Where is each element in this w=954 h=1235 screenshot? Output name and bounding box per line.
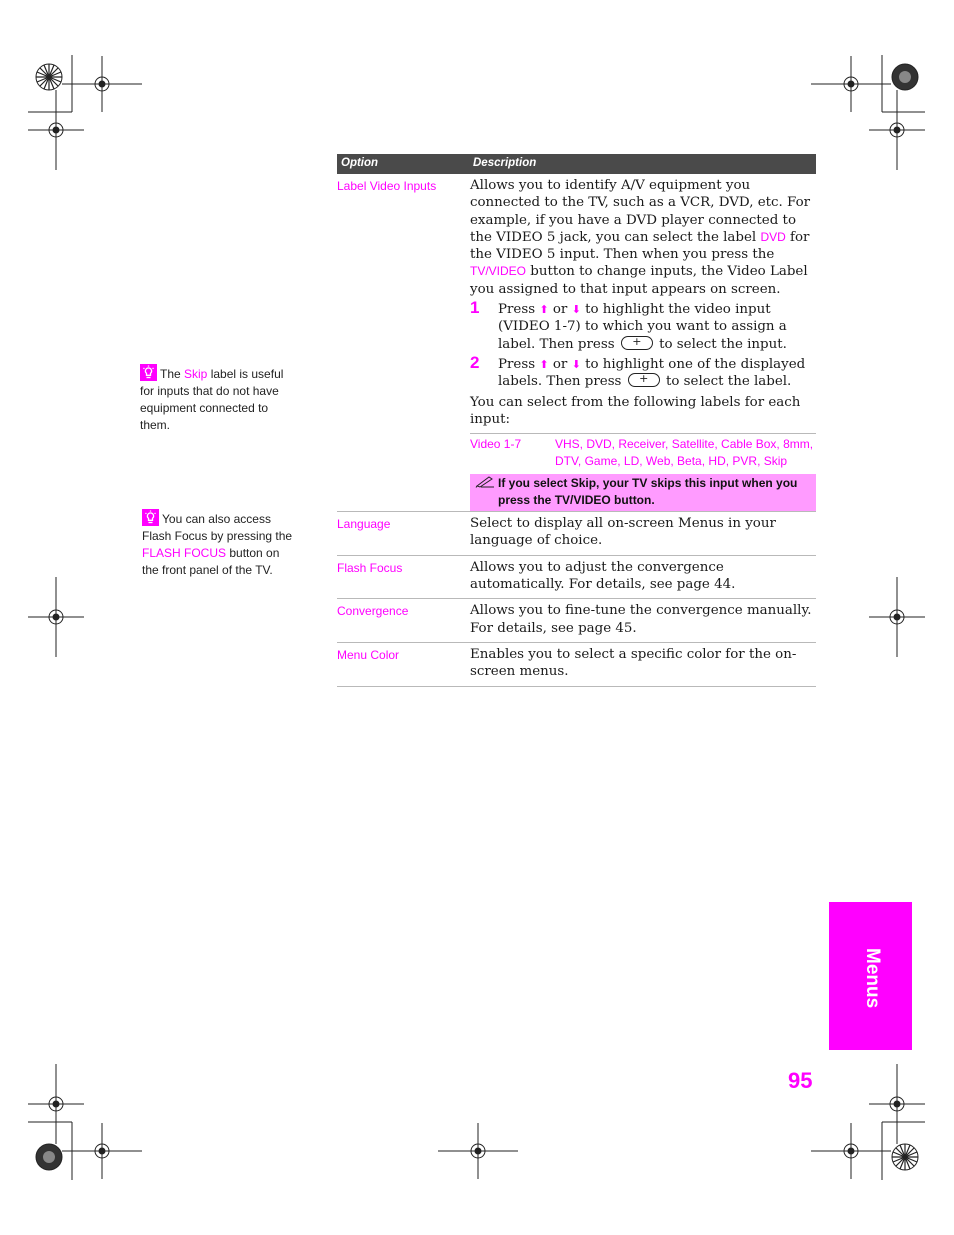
table-row (337, 599, 816, 643)
note-box (470, 474, 816, 511)
crosshair-mark (811, 1111, 891, 1191)
step-1 (470, 298, 816, 353)
description-convergence: Allows you to fine-tune the convergence manually. For details, see page 45. (470, 603, 812, 636)
rosette-mark (890, 1142, 920, 1172)
tip-skip-highlight: Skip (184, 367, 208, 381)
rosette-mark (890, 62, 920, 92)
note-pencil-icon (475, 474, 495, 488)
table-row (337, 643, 816, 687)
tip-flash-focus (142, 509, 297, 579)
tip-flash-text-2: button on the front panel of the TV. (142, 546, 280, 577)
tip-skip-text: The (160, 367, 185, 381)
rosette-mark (34, 62, 64, 92)
description-label-video-inputs (470, 174, 816, 511)
tip-flash-highlight: FLASH FOCUS (142, 546, 227, 560)
col-header-option: Option (341, 157, 379, 169)
crosshair-mark (857, 577, 937, 657)
page-number: 95 (788, 1068, 813, 1093)
step-or: or (552, 356, 568, 372)
tip-flash-text: You can also access Flash Focus by pressing the (142, 512, 293, 543)
up-arrow-icon: ⬆ (539, 357, 549, 371)
select-button-icon (628, 373, 660, 387)
option-language: Language (337, 517, 391, 532)
step-text: to select the label. (665, 374, 792, 390)
step-text: to highlight the video input (VIDEO 1-7) to which you want to assign a label. Then press (498, 302, 787, 352)
dvd-highlight: DVD (760, 229, 786, 244)
option-flash-focus: Flash Focus (337, 560, 403, 575)
option-label-video-inputs: Label Video Inputs (337, 179, 437, 193)
sub-values: VHS, DVD, Receiver, Satellite, Cable Box, 8mm, DTV, Game, LD, Web, Beta, HD, PVR, Skip (555, 437, 814, 469)
note-text: If you select Skip, your TV skips this input when you press the TV/VIDEO button. (498, 476, 798, 508)
down-arrow-icon: ⬇ (571, 303, 581, 317)
col-header-description: Description (473, 157, 537, 169)
sub-label: Video 1-7 (470, 437, 522, 452)
down-arrow-icon: ⬇ (571, 357, 581, 371)
step-2 (470, 352, 816, 391)
step-number: 1 (470, 298, 480, 318)
tip-skip (140, 364, 300, 434)
description-flash-focus: Allows you to adjust the convergence automatically. For details, see page 44. (470, 559, 736, 593)
options-table (337, 154, 816, 687)
crosshair-mark (16, 90, 96, 170)
labels-subtable-row (470, 433, 816, 474)
crosshair-mark (438, 1111, 518, 1191)
select-button-icon (621, 336, 653, 350)
table-row (337, 174, 816, 512)
tip-bulb-icon (142, 509, 159, 526)
tip-bulb-icon (140, 364, 157, 381)
up-arrow-icon: ⬆ (539, 303, 549, 317)
intro-paragraph (470, 177, 816, 298)
tv-video-highlight: TV/VIDEO (470, 264, 527, 279)
crosshair-mark (16, 577, 96, 657)
step-text: Press (498, 356, 536, 372)
select-labels-text: You can select from the following labels for each input: (470, 394, 801, 427)
description-language: Select to display all on-screen Menus in your language of choice. (470, 516, 776, 549)
step-text: to highlight one of the displayed labels. Then press (498, 356, 806, 390)
rosette-mark (34, 1142, 64, 1172)
table-header (337, 154, 816, 174)
table-row (337, 556, 816, 600)
table-row (337, 512, 816, 556)
intro-text: Allows you to identify A/V equipment you connected to the TV, such as a VCR, DVD, etc. For example, if you have a DVD player connected to the VIDEO 5 jack, you can select the label (470, 178, 811, 245)
section-tab-label: Menus (862, 948, 883, 1009)
step-text: Press (498, 302, 536, 318)
step-number: 2 (470, 352, 480, 372)
description-menu-color: Enables you to select a specific color for the on-screen menus. (470, 646, 797, 680)
tip-skip-text-2: label is useful for inputs that do not have equipment connected to them. (140, 367, 284, 432)
section-tab (829, 902, 912, 1050)
intro-text-2: for the VIDEO 5 input. Then when you press the (470, 229, 810, 263)
crosshair-mark (857, 90, 937, 170)
step-text: to select the input. (659, 336, 787, 352)
crosshair-mark (62, 1111, 142, 1191)
intro-text-3: button to change inputs, the Video Label you assigned to that input appears on screen. (470, 264, 808, 297)
option-convergence: Convergence (337, 604, 409, 619)
step-or: or (552, 302, 568, 318)
option-menu-color: Menu Color (337, 647, 400, 662)
